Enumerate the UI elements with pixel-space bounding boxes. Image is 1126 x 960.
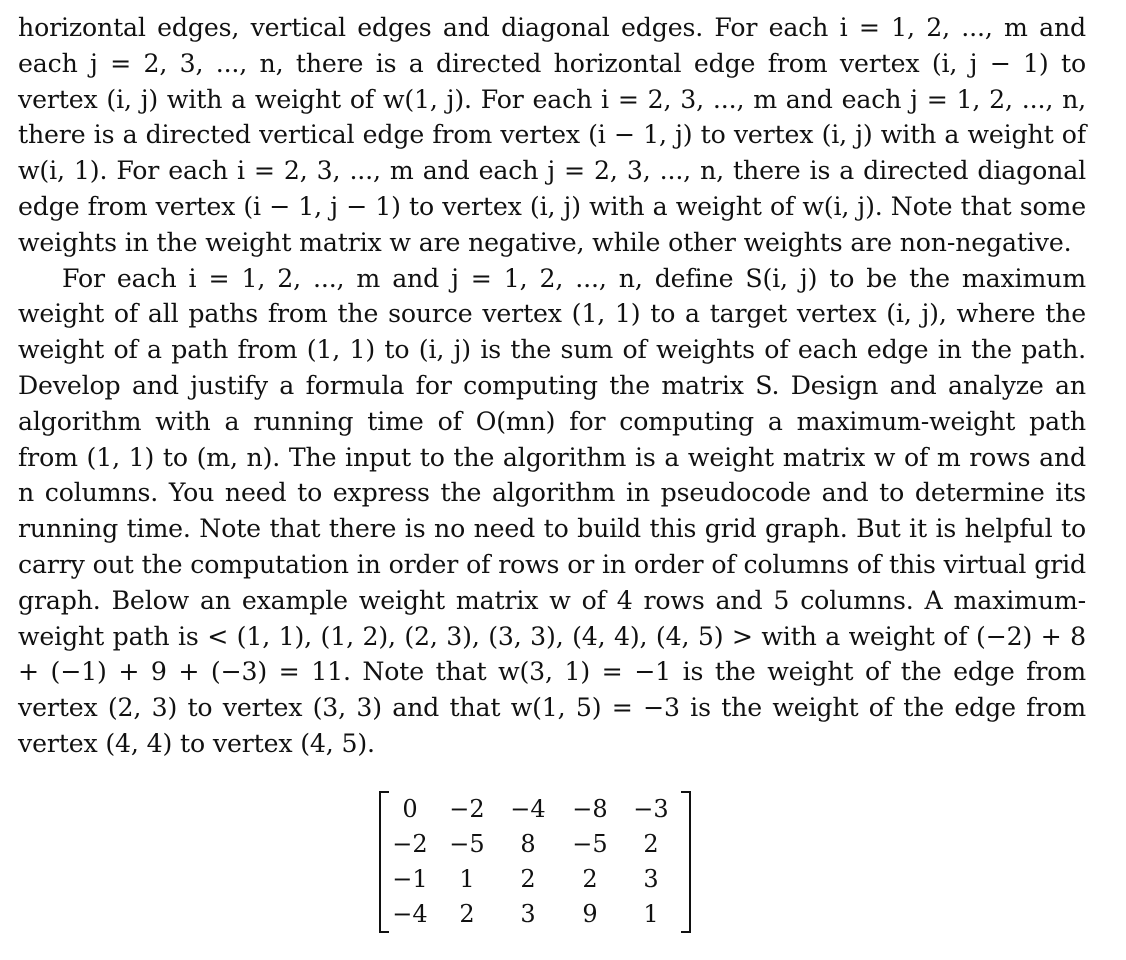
matrix-cell: −8 (572, 794, 608, 823)
paragraph-edges: horizontal edges, vertical edges and diagonal edges. For each i = 1, 2, ..., m and each j = 2, 3, ..., n, there is a directed horizontal edge from vertex (i, j − 1) to vertex (i, j) with a weight of w(1, j). For each i = 2, 3, ..., m and each j = 1, 2, ..., n, there is a directed vertical edge from vertex (i − 1, j) to vertex (i, j) with a weight of w(i, 1). For each i = 2, 3, ..., m and each j = 2, 3, ..., n, there is a directed diagonal edge from vertex (i − 1, j − 1) to vertex (i, j) with a weight of w(i, j). Note that some weights in the weight matrix w are negative, while other weights are non-negative. (18, 13, 1086, 257)
matrix-cell: −4 (510, 794, 546, 823)
matrix-cell: −2 (449, 794, 485, 823)
matrix-cell: −5 (449, 829, 485, 858)
matrix-cell: 2 (459, 899, 475, 928)
matrix-cell: −5 (572, 829, 608, 858)
matrix-row (385, 861, 679, 896)
matrix-cell: 1 (459, 864, 475, 893)
matrix-cell: −1 (392, 864, 428, 893)
matrix-cell: 0 (402, 794, 418, 823)
matrix-cell: 3 (520, 899, 536, 928)
paragraph-problem: For each i = 1, 2, ..., m and j = 1, 2, ..., n, define S(i, j) to be the maximum weight of all paths from the source vertex (1, 1) to a target vertex (i, j), where the weight of a path from (1, 1) to (i, j) is the sum of weights of each edge in the path. Develop and justify a formula for computing the matrix S. Design and analyze an algorithm with a running time of O(mn) for computing a maximum-weight path from (1, 1) to (m, n). The input to the algorithm is a weight matrix w of m rows and n columns. You need to express the algorithm in pseudocode and to determine its running time. Note that there is no need to build this grid graph. But it is helpful to carry out the computation in order of rows or in order of columns of this virtual grid graph. Below an example weight matrix w of 4 rows and 5 columns. A maximum-weight path is < (1, 1), (1, 2), (2, 3), (3, 3), (4, 4), (4, 5) > with a weight of (−2) + 8 + (−1) + 9 + (−3) = 11. Note that w(3, 1) = −1 is the weight of the edge from vertex (2, 3) to vertex (3, 3) and that w(1, 5) = −3 is the weight of the edge from vertex (4, 4) to vertex (4, 5). (18, 263, 1086, 758)
matrix-cell: 8 (520, 829, 536, 858)
matrix-cell: 2 (520, 864, 536, 893)
matrix-cell: 1 (643, 899, 659, 928)
matrix-cell: 2 (643, 829, 659, 858)
matrix-table (385, 791, 679, 931)
matrix-cell: 2 (582, 864, 598, 893)
weight-matrix (379, 791, 691, 935)
matrix-cell: −2 (392, 829, 428, 858)
matrix-cell: −4 (392, 899, 428, 928)
matrix-row (385, 896, 679, 931)
matrix-row (385, 826, 679, 861)
matrix-cell: 3 (643, 864, 659, 893)
document-body (18, 10, 1086, 762)
matrix-cell: 9 (582, 899, 598, 928)
matrix-right-bracket (681, 791, 691, 933)
matrix-row (385, 791, 679, 826)
matrix-cell: −3 (633, 794, 669, 823)
